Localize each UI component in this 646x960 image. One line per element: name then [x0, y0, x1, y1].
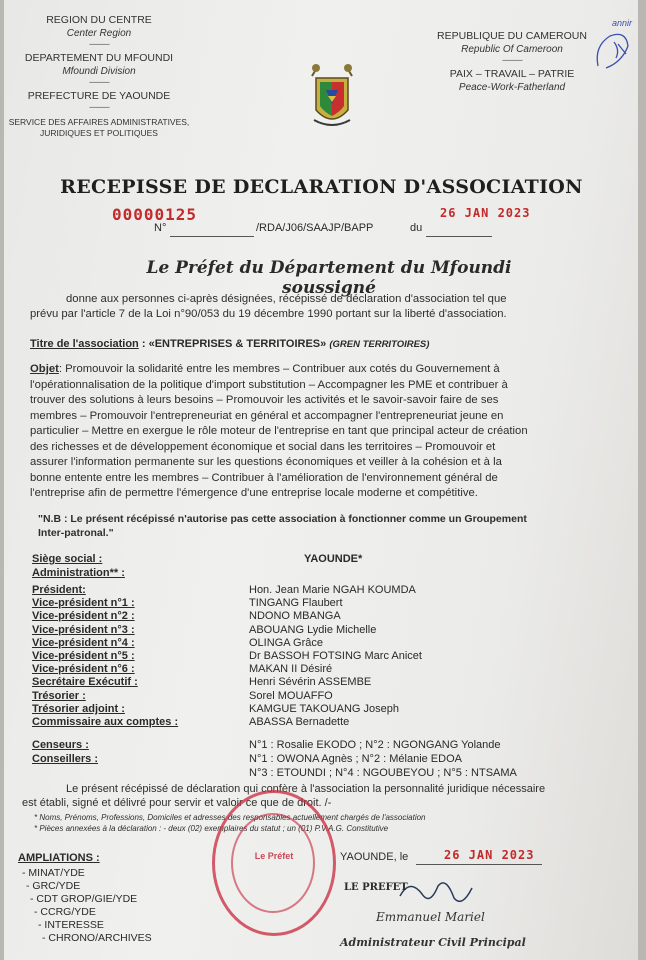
reference-suffix: /RDA/J06/SAAJP/BAPP	[256, 222, 374, 234]
motto-english: Peace-Work-Fatherland	[458, 82, 566, 93]
member-name: ABOUANG Lydie Michelle	[249, 623, 377, 636]
nb-line-1: "N.B : Le présent récépissé n'autorise pas cette association à fonctionner comme un Groupement	[38, 513, 527, 525]
member-role: Trésorier adjoint :	[32, 702, 125, 715]
member-role: Vice-président n°5 :	[32, 650, 135, 662]
motto: PAIX – TRAVAIL – PATRIE	[449, 68, 575, 80]
member-role: Secrétaire Exécutif :	[32, 676, 138, 689]
prefet-heading: Le Préfet du Département du Mfoundi soussigné	[146, 258, 512, 298]
reference-du-label: du	[410, 222, 423, 234]
stamp-text: Le Préfet	[254, 851, 294, 861]
member-name: Sorel MOUAFFO	[249, 689, 333, 702]
objet-line: assurer l'information permanente sur les questions économiques et veiller à la cohésion et à la	[30, 456, 502, 468]
objet-line: des richesses et de développement économique et social dans les territoires – Promouvoir et	[30, 440, 496, 453]
republic-english: Republic Of Cameroon	[461, 44, 563, 55]
signature-place: YAOUNDE, le	[340, 851, 409, 863]
nb-note	[38, 512, 527, 540]
intro-line-2: prévu par l'article 7 de la Loi n°90/053 du 19 décembre 1990 portant sur la liberté d'association.	[30, 308, 507, 320]
closing-line-2: est établi, signé et délivré pour servir et valoir ce que de droit. /-	[22, 797, 332, 809]
member-name: NDONO MBANGA	[249, 610, 341, 623]
member-role: Président:	[32, 584, 86, 596]
official-stamp	[212, 790, 336, 936]
member-role: Vice-président n°6 :	[32, 663, 135, 676]
prefecture-title: PREFECTURE DE YAOUNDE	[27, 90, 171, 102]
member-name: Henri Sévérin ASSEMBE	[249, 676, 372, 689]
service-line-2: JURIDIQUES ET POLITIQUES	[40, 128, 158, 138]
member-name: TINGANG Flaubert	[249, 597, 343, 610]
departement-english: Mfoundi Division	[62, 66, 136, 77]
footnote-1: * Noms, Prénoms, Professions, Domiciles et adresses des responsables actuellement chargés de l'association	[34, 813, 426, 822]
censeurs-label: Censeurs :	[32, 739, 89, 751]
association-name: «ENTREPRISES & TERRITOIRES»	[148, 338, 327, 350]
signature-date: 26 JAN 2023	[444, 848, 535, 862]
signature-date-underline	[416, 864, 542, 865]
header-right: REPUBLIQUE DU CAMEROUN Republic Of Cameroon ---------- PAIX – TRAVAIL – PATRIE Peace-Work-Fatherland	[422, 30, 602, 94]
objet-line: membres – Promouvoir l'entrepreneuriat en général et accompagner l'entrepreneuriat jeune en	[30, 409, 504, 422]
margin-note: annir	[612, 18, 633, 28]
member-role: Commissaire aux comptes :	[32, 716, 179, 728]
region-title: REGION DU CENTRE	[46, 14, 152, 26]
objet-paragraph	[30, 362, 610, 502]
intro-line-1: donne aux personnes ci-après désignées, récépissé de déclaration d'association tel que	[66, 293, 507, 305]
objet-label: Objet	[30, 363, 59, 375]
administration-label: Administration** :	[32, 567, 125, 579]
conseillers-line-2: N°3 : ETOUNDI ; N°4 : NGOUBEYOU ; N°5 : NTSAMA	[249, 767, 517, 779]
prefet-label: LE PREFET	[344, 882, 408, 893]
member-name: OLINGA Grâce	[249, 636, 323, 649]
siege-label: Siège social :	[32, 553, 103, 565]
objet-line: : Promouvoir la solidarité entre les membres – Contribuer aux cotés du Gouvernement à	[58, 363, 500, 375]
association-title-row: Titre de l'association : «ENTREPRISES & TERRITOIRES» (GREN TERRITOIRES)	[30, 338, 430, 350]
document-page	[4, 0, 638, 960]
reference-date: 26 JAN 2023	[440, 206, 531, 220]
objet-line: bonne entente entre les membres – Contribuer à l'amélioration de l'environnement général de	[30, 471, 498, 484]
member-name: Hon. Jean Marie NGAH KOUMDA	[249, 584, 416, 596]
ampliation-item: - MINAT/YDE	[22, 867, 85, 879]
conseillers-label: Conseillers :	[32, 753, 99, 765]
association-short-name: (GREN TERRITOIRES)	[329, 339, 430, 350]
member-name: Dr BASSOH FOTSING Marc Anicet	[249, 650, 422, 662]
reference-number: 00000125	[112, 205, 198, 224]
ampliation-item: - CHRONO/ARCHIVES	[42, 932, 152, 944]
footnote-2: * Pièces annexées à la déclaration : - deux (02) exemplaires du statut ; un (01) P.V.A.G. Constitutive	[34, 824, 389, 833]
handwritten-initials-icon	[592, 26, 636, 74]
region-english: Center Region	[66, 28, 132, 39]
objet-line: l'entreprise afin de permettre l'émergence d'une entreprise locale moderne et compétitive.	[30, 487, 478, 499]
member-role: Vice-président n°1 :	[32, 597, 135, 610]
conseillers-line-1: N°1 : OWONA Agnès ; N°2 : Mélanie EDOA	[249, 753, 462, 765]
nb-line-2: Inter-patronal."	[38, 527, 114, 539]
member-name: ABASSA Bernadette	[249, 716, 350, 728]
member-name: KAMGUE TAKOUANG Joseph	[249, 702, 399, 715]
republic-title: REPUBLIQUE DU CAMEROUN	[437, 30, 587, 42]
ampliation-item: - CDT GROP/GIE/YDE	[30, 893, 138, 905]
member-role: Vice-président n°3 :	[32, 623, 135, 636]
service-line-1: SERVICE DES AFFAIRES ADMINISTRATIVES,	[8, 117, 190, 127]
coat-of-arms-icon	[304, 58, 360, 140]
signatory-title: Administrateur Civil Principal	[340, 936, 526, 949]
reference-n-label: N°	[154, 222, 167, 234]
objet-line: l'opérationnalisation de la politique d'import substitution – Accompagner les PME et contribuer à	[30, 378, 508, 391]
reference-underline	[170, 236, 254, 237]
member-role: Vice-président n°2 :	[32, 610, 135, 623]
ampliation-item: - INTERESSE	[38, 919, 104, 931]
censeurs-value: N°1 : Rosalie EKODO ; N°2 : NGONGANG Yolande	[249, 739, 501, 751]
date-underline	[426, 236, 492, 237]
signatory-name: Emmanuel Mariel	[376, 910, 485, 924]
siege-value: YAOUNDE*	[304, 553, 363, 565]
member-role: Trésorier :	[32, 689, 86, 702]
member-name: MAKAN II Désiré	[249, 663, 333, 676]
header-left: REGION DU CENTRE Center Region ---------- DEPARTEMENT DU MFOUNDI Mfoundi Division ---------- PREFECTURE DE YAOUNDE ---------- SERVICE DES AFFAIRES ADMINISTRATIVES, JURIDIQUES ET POLITIQUES	[4, 14, 194, 139]
association-label: Titre de l'association	[30, 338, 139, 350]
document-title: RECEPISSE DE DECLARATION D'ASSOCIATION	[60, 176, 583, 198]
ampliation-item: - CCRG/YDE	[34, 906, 96, 918]
departement-title: DEPARTEMENT DU MFOUNDI	[24, 52, 174, 64]
closing-line-1: Le présent récépissé de déclaration qui confère à l'association la personnalité juridique nécessaire	[66, 783, 546, 795]
member-role: Vice-président n°4 :	[32, 636, 135, 649]
signature-scribble-icon	[396, 876, 476, 910]
ampliations-label: AMPLIATIONS :	[18, 852, 100, 864]
ampliation-item: - GRC/YDE	[26, 880, 81, 892]
objet-line: trouver des solutions à leurs besoins – Promouvoir les activités et le savoir-savoir faire de ses	[30, 394, 499, 406]
objet-line: particulier – Mettre en exergue le rôle moteur de l'entreprise en tant que principal acteur de création	[30, 425, 528, 437]
